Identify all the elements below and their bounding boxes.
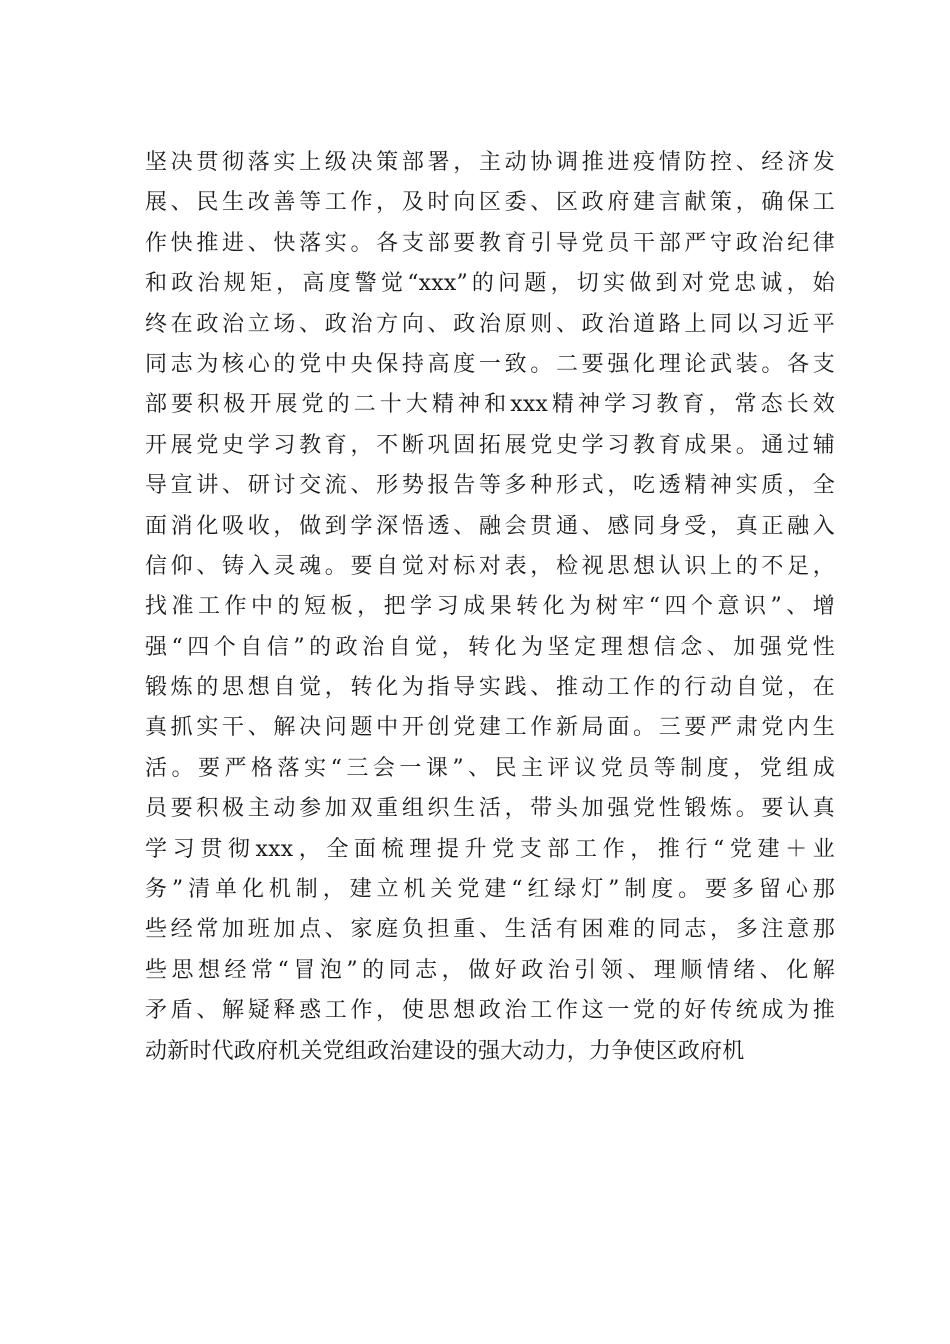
text-line: 信仰、铸入灵魂。要自觉对标对表，检视思想认识上的不足，	[145, 553, 835, 579]
text-line: 开展党史学习教育，不断巩固拓展党史学习教育成果。通过辅	[145, 432, 835, 458]
text-line: 动新时代政府机关党组政治建设的强大动力，力争使区政府机	[145, 1038, 745, 1064]
text-line: 员要积极主动参加双重组织生活，带头加强党性锻炼。要认真	[145, 796, 835, 822]
text-line: 真抓实干、解决问题中开创党建工作新局面。三要严肃党内生	[145, 715, 835, 741]
text-line: 强“四个自信”的政治自觉，转化为坚定理想信念、加强党性	[145, 634, 835, 660]
text-line: 学习贯彻xxx，全面梳理提升党支部工作，推行“党建＋业	[145, 836, 835, 862]
text-line: 矛盾、解疑释惑工作，使思想政治工作这一党的好传统成为推	[145, 998, 835, 1024]
text-line: 作快推进、快落实。各支部要教育引导党员干部严守政治纪律	[145, 230, 835, 256]
body-paragraph	[145, 143, 835, 1072]
text-line: 面消化吸收，做到学深悟透、融会贯通、感同身受，真正融入	[145, 513, 835, 539]
text-line: 找准工作中的短板，把学习成果转化为树牢“四个意识”、增	[145, 594, 835, 620]
text-line: 和政治规矩，高度警觉“xxx”的问题，切实做到对党忠诚，始	[145, 271, 835, 297]
text-line: 活。要严格落实“三会一课”、民主评议党员等制度，党组成	[145, 755, 835, 781]
text-line: 同志为核心的党中央保持高度一致。二要强化理论武装。各支	[145, 351, 835, 377]
text-line: 展、民生改善等工作，及时向区委、区政府建言献策，确保工	[145, 190, 835, 216]
text-line: 坚决贯彻落实上级决策部署，主动协调推进疫情防控、经济发	[145, 150, 835, 175]
text-line: 些思想经常“冒泡”的同志，做好政治引领、理顺情绪、化解	[145, 957, 835, 983]
text-line: 些经常加班加点、家庭负担重、生活有困难的同志，多注意那	[145, 917, 835, 943]
text-line: 锻炼的思想自觉，转化为指导实践、推动工作的行动自觉，在	[145, 675, 835, 701]
text-line: 部要积极开展党的二十大精神和xxx精神学习教育，常态长效	[145, 392, 835, 418]
text-line: 务”清单化机制，建立机关党建“红绿灯”制度。要多留心那	[145, 877, 835, 903]
text-line: 终在政治立场、政治方向、政治原则、政治道路上同以习近平	[145, 311, 835, 337]
text-line: 导宣讲、研讨交流、形势报告等多种形式，吃透精神实质，全	[145, 473, 835, 499]
